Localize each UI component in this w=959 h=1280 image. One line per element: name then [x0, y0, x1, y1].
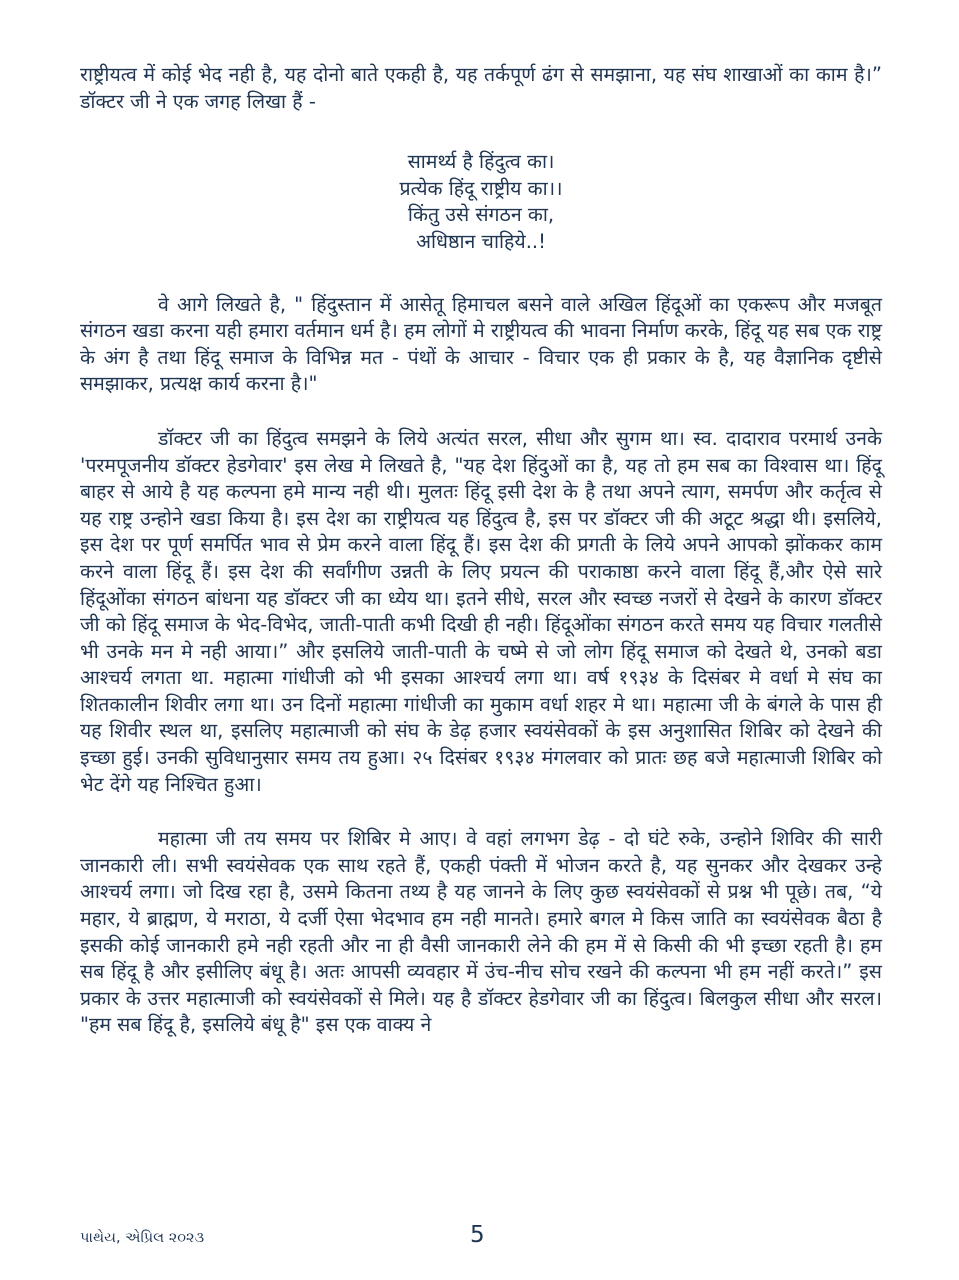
footer-publication: પાથેય, એપ્રિલ ૨૦૨૩: [80, 1230, 205, 1246]
paragraph-1: राष्ट्रीयत्व में कोई भेद नही है, यह दोनो बाते एकही है, यह तर्कपूर्ण ढंग से समझाना, यह संघ शाखाओं का काम है।” डॉक्टर जी ने एक जगह लिखा हैं -: [80, 63, 882, 113]
page-body: [80, 62, 882, 1039]
poem-line: किंतु उसे संगठन का,: [407, 203, 555, 227]
page-number: 5: [470, 1222, 485, 1248]
poem-line: सामर्थ्य है हिंदुत्व का।: [407, 150, 555, 174]
poem-block: [80, 149, 882, 255]
paragraph-4: महात्मा जी तय समय पर शिबिर मे आए। वे वहां लगभग डेढ़ - दो घंटे रुके, उन्होने शिविर की सारी जानकारी ली। सभी स्वयंसेवक एक साथ रहते हैं, एकही पंक्ती में भोजन करते है, यह सुनकर और देखकर उन्हे आश्चर्य लगा। जो दिख रहा है, उसमे कितना तथ्य है यह जानने के लिए कुछ स्वयंसेवकों से प्रश्न भी पूछे। तब, “ये महार, ये ब्राह्मण, ये मराठा, ये दर्जी ऐसा भेदभाव हम नही मानते। हमारे बगल मे किस जाति का स्वयंसेवक बैठा है इसकी कोई जानकारी हमे नही रहती और ना ही वैसी जानकारी लेने की हम में से किसी की भी इच्छा रहती है। हम सब हिंदू है और इसीलिए बंधू है। अतः आपसी व्यवहार में उंच-नीच सोच रखने की कल्पना भी हम नहीं करते।” इस प्रकार के उत्तर महात्माजी को स्वयंसेवकों से मिले। यह है डॉक्टर हेडगेवार जी का हिंदुत्व। बिलकुल सीधा और सरल। "हम सब हिंदू है, इसलिये बंधू है" इस एक वाक्य ने: [80, 827, 882, 1037]
paragraph-3: डॉक्टर जी का हिंदुत्व समझने के लिये अत्यंत सरल, सीधा और सुगम था। स्व. दादाराव परमार्थ उनके 'परमपूजनीय डॉक्टर हेडगेवार' इस लेख मे लिखते है, "यह देश हिंदुओं का है, यह तो हम सब का विश्वास था। हिंदू बाहर से आये है यह कल्पना हमे मान्य नही थी। मुलतः हिंदू इसी देश के है तथा अपने त्याग, समर्पण और कर्तृत्व से यह राष्ट्र उन्होने खडा किया है। इस देश का राष्ट्रीयत्व यह हिंदुत्व है, इस पर डॉक्टर जी की अटूट श्रद्धा थी। इसलिये, इस देश पर पूर्ण समर्पित भाव से प्रेम करने वाला हिंदू हैं। इस देश की प्रगती के लिये अपने आपको झोंककर काम करने वाला हिंदू हैं। इस देश की सर्वांगीण उन्नती के लिए प्रयत्न की पराकाष्ठा करने वाला हिंदू हैं,और ऐसे सारे हिंदूओंका संगठन बांधना यह डॉक्टर जी का ध्येय था। इतने सीधे, सरल और स्वच्छ नजरों से देखने के कारण डॉक्टर जी को हिंदू समाज के भेद-विभेद, जाती-पाती कभी दिखी ही नही। हिंदूओंका संगठन करते समय यह विचार गलतीसे भी उनके मन मे नही आया।” और इसलिये जाती-पाती के चष्मे से जो लोग हिंदू समाज को देखते थे, उनको बडा आश्चर्य लगता था. महात्मा गांधीजी को भी इसका आश्चर्य लगा था। वर्ष १९३४ के दिसंबर मे वर्धा मे संघ का शितकालीन शिवीर लगा था। उन दिनों महात्मा गांधीजी का मुकाम वर्धा शहर मे था। महात्मा जी के बंगले के पास ही यह शिवीर स्थल था, इसलिए महात्माजी को संघ के डेढ़ हजार स्वयंसेवकों के इस अनुशासित शिबिर को देखने की इच्छा हुई। उनकी सुविधानुसार समय तय हुआ। २५ दिसंबर १९३४ मंगलवार को प्रातः छह बजे महात्माजी शिबिर को भेट देंगे यह निश्चित हुआ।: [80, 426, 882, 796]
paragraph-2: वे आगे लिखते है, " हिंदुस्तान में आसेतू हिमाचल बसने वाले अखिल हिंदूओं का एकरूप और मजबूत संगठन खडा करना यही हमारा वर्तमान धर्म है। हम लोगों मे राष्ट्रीयत्व की भावना निर्माण करके, हिंदू यह सब एक राष्ट्र के अंग है तथा हिंदू समाज के विभिन्न मत - पंथों के आचार - विचार एक ही प्रकार के है, यह वैज्ञानिक दृष्टीसे समझाकर, प्रत्यक्ष कार्य करना है।": [80, 292, 882, 396]
poem-line: प्रत्येक हिंदू राष्ट्रीय का।।: [399, 176, 563, 200]
poem-line: अधिष्ठान चाहिये..!: [416, 229, 546, 253]
